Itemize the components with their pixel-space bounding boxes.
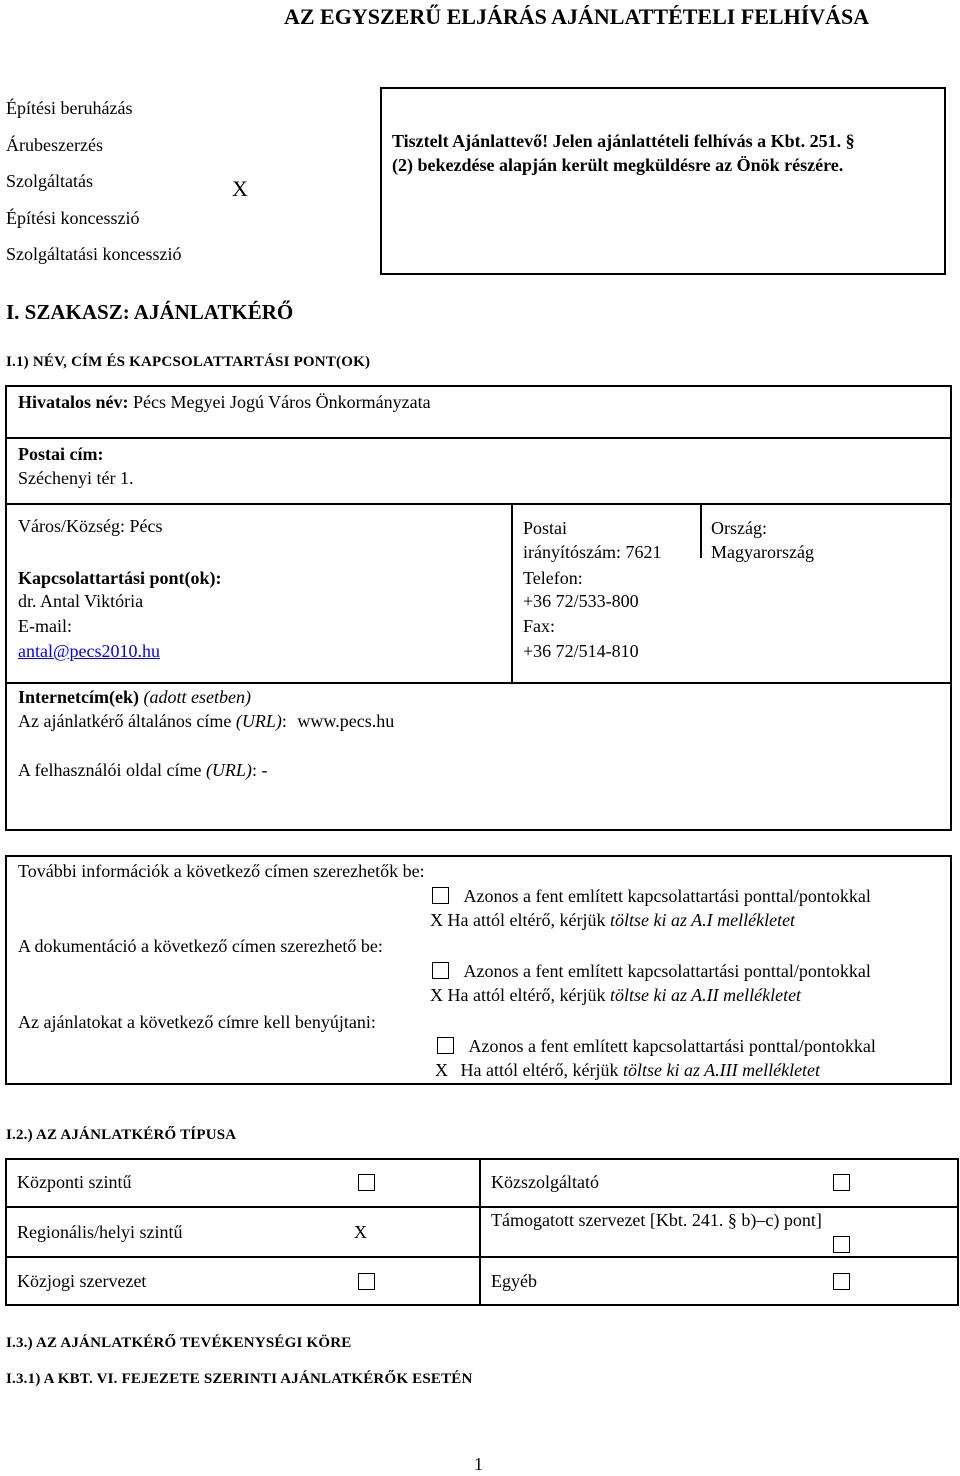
further-info-question: További információk a következő címen szerezhetők be: bbox=[18, 861, 425, 881]
authority-type-label: Regionális/helyi szintű bbox=[17, 1222, 183, 1242]
fax-label: Fax: bbox=[523, 616, 556, 636]
page-title: AZ EGYSZERŰ ELJÁRÁS AJÁNLATTÉTELI FELHÍVÁSA bbox=[284, 4, 870, 29]
subsection-heading: I.3.1) A KBT. VI. FEJEZETE SZERINTI AJÁNLATKÉRŐK ESETÉN bbox=[6, 1371, 473, 1387]
checkbox[interactable] bbox=[833, 1174, 850, 1191]
email-value[interactable] bbox=[18, 641, 160, 662]
procurement-type-item: Szolgáltatási koncesszió bbox=[6, 244, 182, 264]
checkbox[interactable] bbox=[833, 1236, 850, 1253]
authority-type-label: Közszolgáltató bbox=[491, 1172, 599, 1192]
contact-value: dr. Antal Viktória bbox=[18, 591, 144, 611]
option-mark: X bbox=[435, 1060, 448, 1080]
same-option-label: Azonos a fent említett kapcsolattartási ponttal/pontokkal bbox=[463, 961, 871, 981]
option-mark: X bbox=[430, 910, 443, 930]
authority-type-mark: X bbox=[354, 1222, 367, 1242]
city: Város/Község: Pécs bbox=[18, 516, 163, 536]
same-option-row bbox=[437, 1036, 876, 1057]
procurement-type-item: Szolgáltatás bbox=[6, 171, 93, 191]
same-option-label: Azonos a fent említett kapcsolattartási ponttal/pontokkal bbox=[463, 886, 871, 906]
internet-heading bbox=[18, 687, 251, 708]
country bbox=[711, 516, 814, 564]
official-name-label: Hivatalos név: bbox=[18, 392, 129, 412]
url-tag: (URL) bbox=[205, 760, 252, 780]
zip-value: irányítószám: 7621 bbox=[523, 542, 662, 562]
internet-label: Internetcím(ek) bbox=[18, 687, 139, 707]
authority-type-label: Központi szintű bbox=[17, 1172, 132, 1192]
notice-box bbox=[380, 87, 946, 275]
notice-line: (2) bekezdése alapján került megküldésre az Önök részére. bbox=[392, 155, 844, 175]
procurement-type-mark: X bbox=[232, 176, 248, 201]
procurement-type-item: Árubeszerzés bbox=[6, 134, 103, 155]
different-option-row bbox=[430, 910, 795, 931]
divider bbox=[5, 437, 952, 439]
page-number: 1 bbox=[474, 1454, 483, 1474]
subsection-heading: I.3.) AZ AJÁNLATKÉRŐ TEVÉKENYSÉGI KÖRE bbox=[6, 1335, 352, 1351]
buyer-profile: A felhasználói oldal címe (URL): - bbox=[18, 760, 268, 780]
official-name-value: Pécs Megyei Jogú Város Önkormányzata bbox=[133, 392, 431, 412]
email-link[interactable]: antal@pecs2010.hu bbox=[18, 641, 161, 661]
subsection-heading: I.1) NÉV, CÍM ÉS KAPCSOLATTARTÁSI PONT(OK) bbox=[6, 354, 371, 370]
country-label: Ország: bbox=[711, 518, 767, 538]
general-url-label: Az ajánlatkérő általános címe bbox=[18, 711, 232, 731]
divider bbox=[5, 682, 952, 684]
checkbox[interactable] bbox=[437, 1037, 454, 1054]
checkbox[interactable] bbox=[358, 1273, 375, 1290]
authority-type-label: Támogatott szervezet [Kbt. 241. § b)–c) pont] bbox=[491, 1210, 822, 1230]
url-tag: (URL) bbox=[235, 711, 282, 731]
different-option-row bbox=[435, 1060, 820, 1081]
same-option-row bbox=[432, 886, 871, 907]
divider bbox=[479, 1158, 481, 1306]
different-option-row bbox=[430, 985, 801, 1006]
general-url-value: www.pecs.hu bbox=[297, 711, 395, 731]
notice-line: Tisztelt Ajánlattevő! Jelen ajánlattételi felhívás a Kbt. 251. § bbox=[392, 131, 855, 151]
further-info-question: Az ajánlatokat a következő címre kell benyújtani: bbox=[18, 1012, 376, 1032]
checkbox[interactable] bbox=[432, 962, 449, 979]
different-option-label: Ha attól eltérő, kérjük bbox=[447, 985, 606, 1005]
zip-label: Postai bbox=[523, 518, 568, 538]
annex-reference: töltse ki az A.II mellékletet bbox=[609, 985, 802, 1005]
procurement-type-list bbox=[6, 90, 181, 273]
fax-value: +36 72/514-810 bbox=[523, 641, 639, 661]
subsection-heading: I.2.) AZ AJÁNLATKÉRŐ TÍPUSA bbox=[6, 1127, 237, 1143]
checkbox[interactable] bbox=[432, 887, 449, 904]
buyer-profile-value: - bbox=[261, 760, 268, 780]
divider bbox=[5, 1206, 959, 1208]
phone-label: Telefon: bbox=[523, 568, 583, 588]
official-name bbox=[18, 392, 431, 413]
buyer-profile-label: A felhasználói oldal címe bbox=[18, 760, 202, 780]
annex-reference: töltse ki az A.III mellékletet bbox=[622, 1060, 821, 1080]
divider bbox=[700, 503, 702, 558]
annex-reference: töltse ki az A.I mellékletet bbox=[609, 910, 796, 930]
option-mark: X bbox=[430, 985, 443, 1005]
divider bbox=[5, 503, 952, 505]
authority-type-label: Egyéb bbox=[491, 1271, 537, 1291]
zip-code bbox=[523, 516, 661, 564]
postal-label: Postai cím: bbox=[18, 444, 104, 464]
divider bbox=[511, 503, 513, 684]
different-option-label: Ha attól eltérő, kérjük bbox=[460, 1060, 619, 1080]
checkbox[interactable] bbox=[833, 1273, 850, 1290]
divider bbox=[5, 1256, 959, 1258]
authority-type-label: Közjogi szervezet bbox=[17, 1271, 147, 1291]
procurement-type-item: Építési koncesszió bbox=[6, 207, 140, 228]
email-label: E-mail: bbox=[18, 616, 72, 636]
same-option-label: Azonos a fent említett kapcsolattartási ponttal/pontokkal bbox=[468, 1036, 876, 1056]
section-heading: I. SZAKASZ: AJÁNLATKÉRŐ bbox=[6, 300, 294, 324]
internet-note: (adott esetben) bbox=[143, 687, 251, 707]
same-option-row bbox=[432, 961, 871, 982]
phone-value: +36 72/533-800 bbox=[523, 591, 639, 611]
postal-value: Széchenyi tér 1. bbox=[18, 468, 134, 488]
further-info-question: A dokumentáció a következő címen szerezhető be: bbox=[18, 936, 383, 956]
country-value: Magyarország bbox=[711, 542, 814, 562]
procurement-type-item: Építési beruházás bbox=[6, 98, 133, 118]
checkbox[interactable] bbox=[358, 1174, 375, 1191]
general-url: Az ajánlatkérő általános címe (URL): www.pecs.hu bbox=[18, 711, 395, 731]
different-option-label: Ha attól eltérő, kérjük bbox=[447, 910, 606, 930]
contact-label: Kapcsolattartási pont(ok): bbox=[18, 568, 222, 588]
